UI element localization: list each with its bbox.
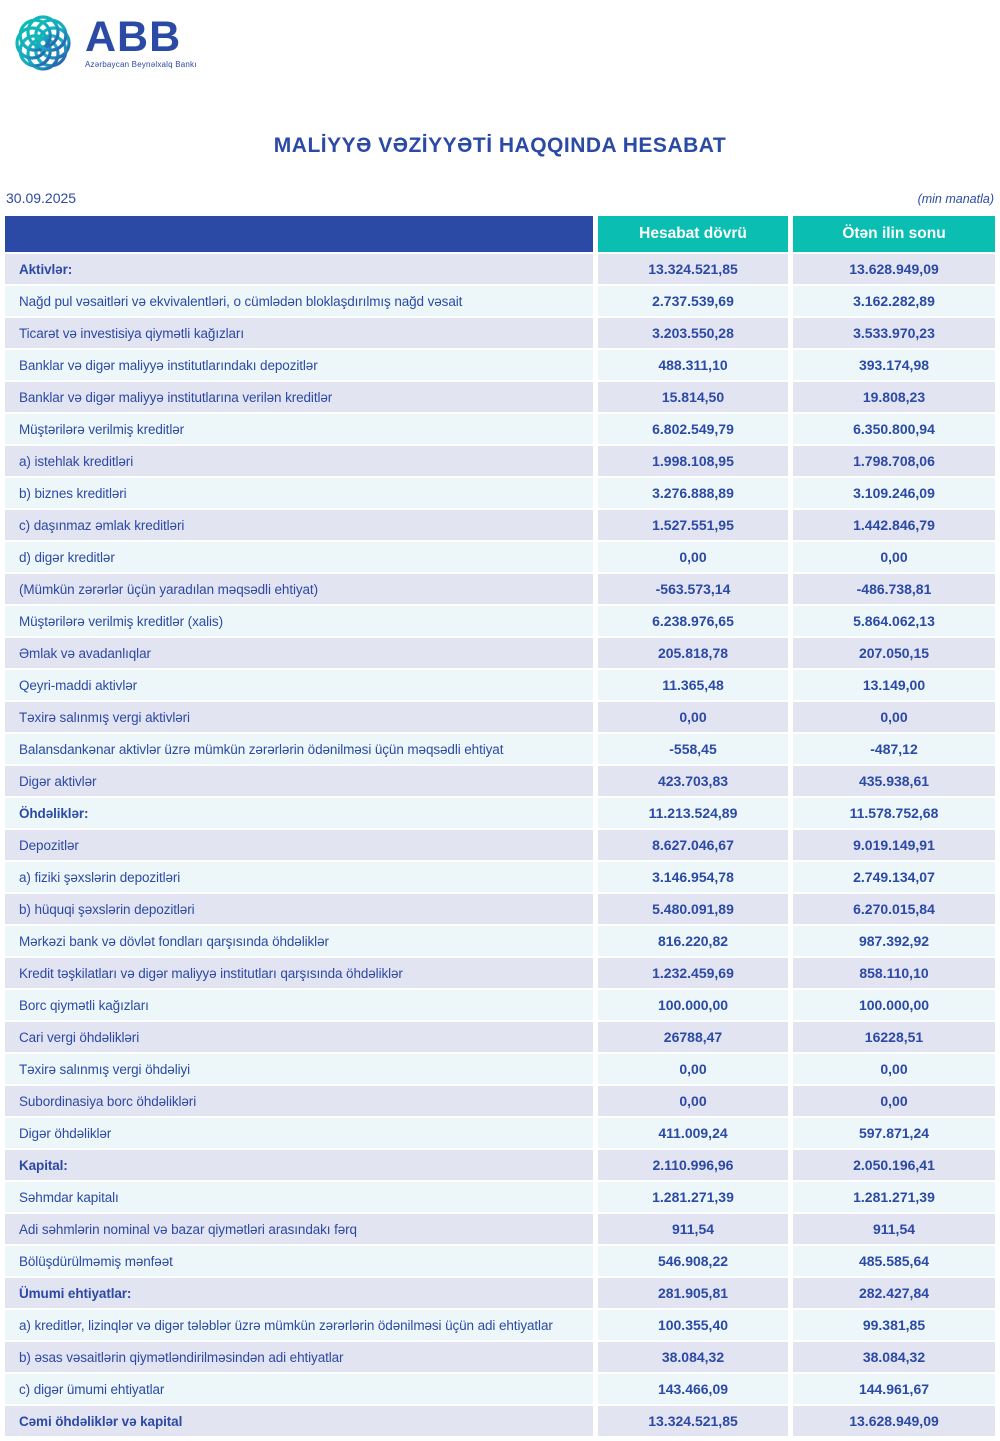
row-value-current: 488.311,10 (598, 350, 788, 380)
row-value-current: 3.146.954,78 (598, 862, 788, 892)
row-value-previous: 597.871,24 (793, 1118, 995, 1148)
report-date: 30.09.2025 (6, 190, 77, 206)
row-value-previous: 1.442.846,79 (793, 510, 995, 540)
abb-logo (0, 0, 1000, 78)
row-value-current: 5.480.091,89 (598, 894, 788, 924)
row-value-current: 0,00 (598, 702, 788, 732)
row-value-current: 100.355,40 (598, 1310, 788, 1340)
row-label: Depozitlər (5, 830, 593, 860)
table-row (5, 478, 995, 508)
table-row (5, 542, 995, 572)
row-value-previous: 3.162.282,89 (793, 286, 995, 316)
row-value-previous: 0,00 (793, 1054, 995, 1084)
row-value-previous: 2.050.196,41 (793, 1150, 995, 1180)
row-value-previous: 13.628.949,09 (793, 254, 995, 284)
table-row (5, 1374, 995, 1404)
row-label: Səhmdar kapitalı (5, 1182, 593, 1212)
table-body (5, 254, 995, 1436)
row-value-current: 26788,47 (598, 1022, 788, 1052)
row-label: Banklar və digər maliyyə institutlarına verilən kreditlər (5, 382, 593, 412)
table-row (5, 1150, 995, 1180)
table-row (5, 382, 995, 412)
table-row (5, 926, 995, 956)
row-value-current: -558,45 (598, 734, 788, 764)
table-row (5, 318, 995, 348)
row-value-previous: 9.019.149,91 (793, 830, 995, 860)
row-label: Subordinasiya borc öhdəlikləri (5, 1086, 593, 1116)
row-value-current: 1.527.551,95 (598, 510, 788, 540)
row-value-current: 6.238.976,65 (598, 606, 788, 636)
row-value-current: -563.573,14 (598, 574, 788, 604)
table-row (5, 1342, 995, 1372)
row-value-previous: -486.738,81 (793, 574, 995, 604)
row-value-previous: 99.381,85 (793, 1310, 995, 1340)
row-value-previous: 0,00 (793, 542, 995, 572)
row-value-previous: 6.350.800,94 (793, 414, 995, 444)
row-label: a) fiziki şəxslərin depozitləri (5, 862, 593, 892)
row-value-current: 423.703,83 (598, 766, 788, 796)
table-row (5, 286, 995, 316)
row-value-current: 911,54 (598, 1214, 788, 1244)
row-value-previous: 100.000,00 (793, 990, 995, 1020)
row-value-current: 0,00 (598, 1054, 788, 1084)
row-label: Banklar və digər maliyyə institutlarındakı depozitlər (5, 350, 593, 380)
row-value-previous: 13.149,00 (793, 670, 995, 700)
row-value-current: 1.281.271,39 (598, 1182, 788, 1212)
row-value-current: 411.009,24 (598, 1118, 788, 1148)
abb-knot-icon (10, 10, 76, 76)
row-value-previous: 13.628.949,09 (793, 1406, 995, 1436)
row-label: b) biznes kreditləri (5, 478, 593, 508)
row-label: c) daşınmaz əmlak kreditləri (5, 510, 593, 540)
row-label: c) digər ümumi ehtiyatlar (5, 1374, 593, 1404)
row-label: Kapital: (5, 1150, 593, 1180)
table-row (5, 1310, 995, 1340)
logo-text: ABB (85, 13, 182, 62)
row-label: b) əsas vəsaitlərin qiymətləndirilməsindən adi ehtiyatlar (5, 1342, 593, 1372)
page-title: MALİYYƏ VƏZİYYƏTİ HAQQINDA HESABAT (273, 134, 727, 157)
table-row (5, 638, 995, 668)
table-row (5, 734, 995, 764)
column-header-current: Hesabat dövrü (598, 216, 788, 252)
table-row (5, 446, 995, 476)
row-value-current: 6.802.549,79 (598, 414, 788, 444)
table-row (5, 1278, 995, 1308)
table-row (5, 830, 995, 860)
table-row (5, 894, 995, 924)
table-row (5, 862, 995, 892)
table-row (5, 350, 995, 380)
table-header-row (5, 216, 995, 252)
row-value-previous: 5.864.062,13 (793, 606, 995, 636)
row-label: Təxirə salınmış vergi öhdəliyi (5, 1054, 593, 1084)
row-value-current: 0,00 (598, 1086, 788, 1116)
row-value-previous: 485.585,64 (793, 1246, 995, 1276)
row-label: Balansdankənar aktivlər üzrə mümkün zərərlərin ödənilməsi üçün məqsədli ehtiyat (5, 734, 593, 764)
row-value-current: 2.110.996,96 (598, 1150, 788, 1180)
row-label: Öhdəliklər: (5, 798, 593, 828)
row-value-previous: 0,00 (793, 702, 995, 732)
row-label: Kredit təşkilatları və digər maliyyə institutları qarşısında öhdəliklər (5, 958, 593, 988)
row-value-current: 8.627.046,67 (598, 830, 788, 860)
row-value-current: 143.466,09 (598, 1374, 788, 1404)
row-label: Aktivlər: (5, 254, 593, 284)
table-row (5, 510, 995, 540)
table-row (5, 1118, 995, 1148)
row-label: Ümumi ehtiyatlar: (5, 1278, 593, 1308)
table-row (5, 1054, 995, 1084)
table-row (5, 574, 995, 604)
row-value-previous: 144.961,67 (793, 1374, 995, 1404)
row-value-current: 0,00 (598, 542, 788, 572)
row-value-current: 38.084,32 (598, 1342, 788, 1372)
row-value-previous: 0,00 (793, 1086, 995, 1116)
financial-table (5, 216, 995, 1436)
row-value-current: 2.737.539,69 (598, 286, 788, 316)
table-row (5, 702, 995, 732)
table-row (5, 798, 995, 828)
row-label: Ticarət və investisiya qiymətli kağızları (5, 318, 593, 348)
row-value-current: 11.365,48 (598, 670, 788, 700)
row-value-previous: 1.798.708,06 (793, 446, 995, 476)
row-label: a) kreditlər, lizinqlər və digər tələblər üzrə mümkün zərərlərin ödənilməsi üçün adi ehtiyatlar (5, 1310, 593, 1340)
logo-text-block (85, 13, 197, 69)
row-value-current: 546.908,22 (598, 1246, 788, 1276)
row-value-previous: 1.281.271,39 (793, 1182, 995, 1212)
row-value-current: 281.905,81 (598, 1278, 788, 1308)
row-label: Əmlak və avadanlıqlar (5, 638, 593, 668)
row-label: Təxirə salınmış vergi aktivləri (5, 702, 593, 732)
row-value-previous: 3.109.246,09 (793, 478, 995, 508)
row-label: Adi səhmlərin nominal və bazar qiymətləri arasındakı fərq (5, 1214, 593, 1244)
row-label: Cari vergi öhdəlikləri (5, 1022, 593, 1052)
row-label: Nağd pul vəsaitləri və ekvivalentləri, o cümlədən bloklaşdırılmış nağd vəsait (5, 286, 593, 316)
row-value-current: 816.220,82 (598, 926, 788, 956)
table-row (5, 766, 995, 796)
row-value-previous: 6.270.015,84 (793, 894, 995, 924)
row-value-current: 15.814,50 (598, 382, 788, 412)
table-row (5, 670, 995, 700)
row-value-current: 1.998.108,95 (598, 446, 788, 476)
row-value-previous: 11.578.752,68 (793, 798, 995, 828)
row-label: (Mümkün zərərlər üçün yaradılan məqsədli ehtiyat) (5, 574, 593, 604)
row-value-current: 3.276.888,89 (598, 478, 788, 508)
header-empty-cell (5, 216, 593, 252)
row-value-current: 205.818,78 (598, 638, 788, 668)
row-value-previous: 19.808,23 (793, 382, 995, 412)
row-label: Digər öhdəliklər (5, 1118, 593, 1148)
row-label: Müştərilərə verilmiş kreditlər (5, 414, 593, 444)
row-value-current: 13.324.521,85 (598, 1406, 788, 1436)
row-label: Müştərilərə verilmiş kreditlər (xalis) (5, 606, 593, 636)
column-header-previous: Ötən ilin sonu (793, 216, 995, 252)
row-label: Cəmi öhdəliklər və kapital (5, 1406, 593, 1436)
row-value-current: 11.213.524,89 (598, 798, 788, 828)
row-label: Qeyri-maddi aktivlər (5, 670, 593, 700)
row-label: Bölüşdürülməmiş mənfəət (5, 1246, 593, 1276)
row-value-previous: 435.938,61 (793, 766, 995, 796)
row-value-previous: 207.050,15 (793, 638, 995, 668)
row-label: b) hüquqi şəxslərin depozitləri (5, 894, 593, 924)
table-row (5, 254, 995, 284)
row-label: Mərkəzi bank və dövlət fondları qarşısında öhdəliklər (5, 926, 593, 956)
row-value-previous: 16228,51 (793, 1022, 995, 1052)
row-value-current: 100.000,00 (598, 990, 788, 1020)
table-row (5, 958, 995, 988)
row-value-previous: 393.174,98 (793, 350, 995, 380)
table-row (5, 414, 995, 444)
table-row (5, 1022, 995, 1052)
row-value-previous: -487,12 (793, 734, 995, 764)
table-row (5, 1214, 995, 1244)
row-value-previous: 858.110,10 (793, 958, 995, 988)
table-row (5, 606, 995, 636)
row-value-previous: 911,54 (793, 1214, 995, 1244)
row-value-previous: 282.427,84 (793, 1278, 995, 1308)
table-row (5, 1406, 995, 1436)
row-value-current: 3.203.550,28 (598, 318, 788, 348)
row-value-previous: 2.749.134,07 (793, 862, 995, 892)
row-label: Borc qiymətli kağızları (5, 990, 593, 1020)
meta-row (6, 190, 994, 206)
unit-note: (min manatla) (917, 192, 994, 206)
row-value-previous: 987.392,92 (793, 926, 995, 956)
row-label: a) istehlak kreditləri (5, 446, 593, 476)
row-value-current: 13.324.521,85 (598, 254, 788, 284)
row-value-previous: 38.084,32 (793, 1342, 995, 1372)
logo-subtitle: Azərbaycan Beynəlxalq Bankı (85, 59, 197, 69)
row-label: Digər aktivlər (5, 766, 593, 796)
row-value-previous: 3.533.970,23 (793, 318, 995, 348)
table-row (5, 990, 995, 1020)
table-row (5, 1246, 995, 1276)
table-row (5, 1086, 995, 1116)
row-value-current: 1.232.459,69 (598, 958, 788, 988)
table-row (5, 1182, 995, 1212)
row-label: d) digər kreditlər (5, 542, 593, 572)
